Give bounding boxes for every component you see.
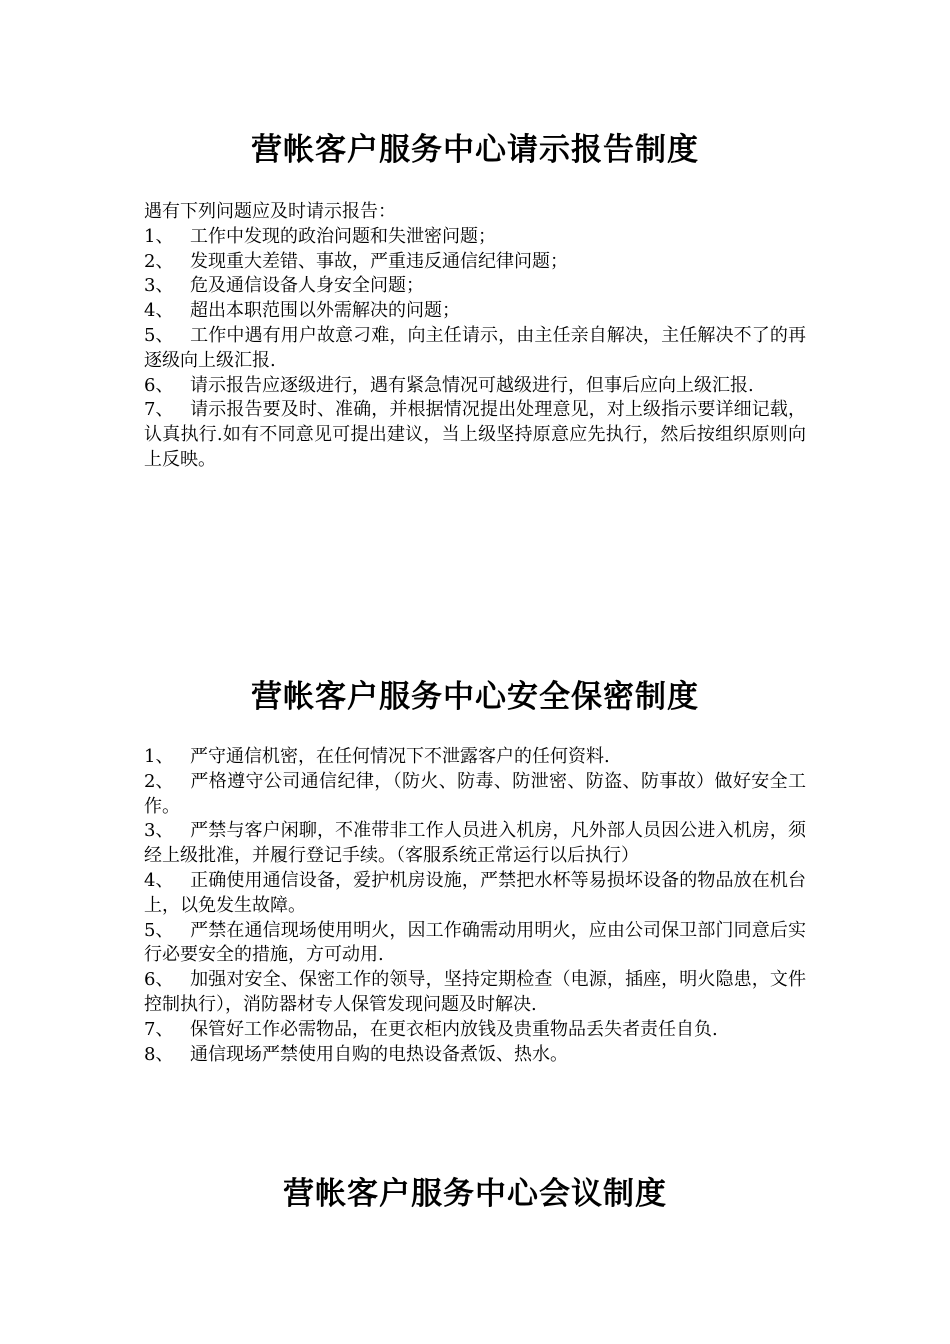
item-number: 2、 — [144, 250, 174, 272]
item-text: 严守通信机密，在任何情况下不泄露客户的任何资料. — [190, 746, 610, 767]
item-number: 6、 — [144, 374, 174, 396]
item-text: 工作中遇有用户故意刁难，向主任请示，由主任亲自解决，主任解决不了的再逐级向上级汇报. — [144, 324, 806, 371]
item-text: 请示报告要及时、准确，并根据情况提出处理意见，对上级指示要详细记载，认真执行.如有不同意见可提出建议，当上级坚持原意应先执行，然后按组织原则向上反映。 — [144, 399, 806, 470]
list-item — [144, 299, 806, 324]
list-item — [144, 869, 806, 919]
item-text: 通信现场严禁使用自购的电热设备煮饭、热水。 — [190, 1043, 568, 1065]
list-item — [144, 374, 806, 399]
list-item — [144, 1018, 806, 1043]
item-text: 危及通信设备人身安全问题； — [190, 275, 424, 297]
item-number: 4、 — [144, 869, 174, 891]
list-item — [144, 770, 806, 820]
list-item — [144, 819, 806, 869]
section-body-security — [144, 745, 806, 1067]
list-item — [144, 745, 806, 770]
section-title-meeting: 营帐客户服务中心会议制度 — [283, 1176, 667, 1212]
item-number: 4、 — [144, 300, 174, 322]
item-text: 保管好工作必需物品，在更衣柜内放钱及贵重物品丢失者责任自负. — [190, 1018, 718, 1040]
item-number: 1、 — [144, 225, 174, 247]
item-text: 严禁与客户闲聊，不准带非工作人员进入机房，凡外部人员因公进入机房，须经上级批准，并履行登记手续。（客服系统正常运行以后执行） — [144, 820, 806, 867]
item-number: 2、 — [144, 770, 174, 792]
item-text: 请示报告应逐级进行，遇有紧急情况可越级进行，但事后应向上级汇报. — [190, 374, 754, 396]
list-item — [144, 225, 806, 250]
section-title-report: 营帐客户服务中心请示报告制度 — [251, 132, 699, 168]
item-number: 6、 — [144, 969, 174, 991]
list-item — [144, 968, 806, 1018]
list-item — [144, 250, 806, 275]
list-item — [144, 919, 806, 969]
intro-text: 遇有下列问题应及时请示报告： — [144, 201, 396, 222]
item-text: 发现重大差错、事故，严重违反通信纪律问题； — [190, 250, 568, 272]
section-body-report — [144, 200, 806, 473]
item-number: 7、 — [144, 1018, 174, 1040]
item-number: 5、 — [144, 919, 174, 941]
item-text: 加强对安全、保密工作的领导，坚持定期检查（电源，插座，明火隐患，文件控制执行），消防器材专人保管发现问题及时解决. — [144, 969, 806, 1015]
item-number: 5、 — [144, 324, 174, 346]
item-text: 超出本职范围以外需解决的问题； — [190, 300, 460, 322]
item-number: 1、 — [144, 746, 174, 767]
list-item — [144, 274, 806, 299]
list-item — [144, 1043, 806, 1068]
item-number: 7、 — [144, 399, 174, 421]
item-text: 正确使用通信设备，爱护机房设施，严禁把水杯等易损坏设备的物品放在机台上，以免发生故障。 — [144, 869, 806, 916]
list-item — [144, 398, 806, 472]
item-text: 严格遵守公司通信纪律，（防火、防毒、防泄密、防盗、防事故）做好安全工作。 — [144, 770, 806, 817]
list-item — [144, 324, 806, 374]
item-text: 工作中发现的政治问题和失泄密问题； — [190, 225, 496, 247]
item-number: 3、 — [144, 820, 174, 842]
section-title-security: 营帐客户服务中心安全保密制度 — [251, 679, 699, 715]
item-text: 严禁在通信现场使用明火，因工作确需动用明火，应由公司保卫部门同意后实行必要安全的措施，方可动用. — [144, 919, 806, 966]
item-number: 3、 — [144, 275, 174, 297]
item-number: 8、 — [144, 1043, 174, 1065]
